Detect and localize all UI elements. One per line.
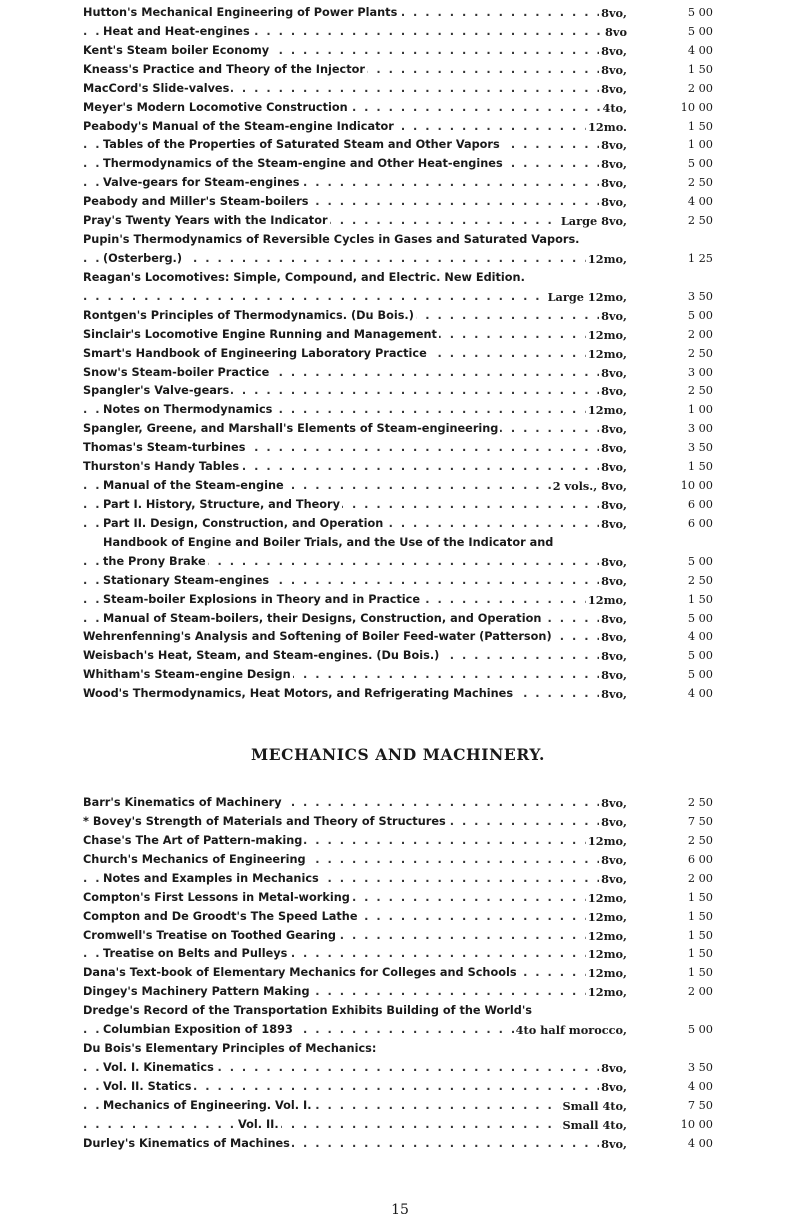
entry-title: Cromwell's Treatise on Toothed Gearing bbox=[83, 928, 336, 942]
entry-title: Notes and Examples in Mechanics bbox=[103, 871, 319, 885]
entry-title: Whitham's Steam-engine Design bbox=[83, 668, 291, 682]
entry-price: 1 00 bbox=[687, 403, 713, 417]
entry-price: 7 50 bbox=[687, 815, 713, 829]
entry-price: 2 00 bbox=[687, 985, 713, 999]
entry-title: Tables of the Properties of Saturated Steam and Other Vapors bbox=[103, 138, 500, 152]
entry-title: Pupin's Thermodynamics of Reversible Cycles in Gases and Saturated Vapors. bbox=[83, 233, 580, 247]
catalog-entry bbox=[83, 553, 713, 572]
entry-price: 5 00 bbox=[687, 611, 713, 625]
leader-dots bbox=[83, 1116, 627, 1135]
catalog-entry bbox=[83, 420, 713, 439]
entry-title: Thurston's Handy Tables bbox=[83, 460, 240, 474]
catalog-entry bbox=[83, 1078, 713, 1097]
entry-price: 3 00 bbox=[687, 422, 713, 436]
entry-format: 12mo, bbox=[586, 591, 627, 610]
entry-format: 2 vols., 8vo, bbox=[551, 477, 627, 496]
catalog-entry bbox=[83, 4, 713, 23]
entry-title: Weisbach's Heat, Steam, and Steam-engines. (Du Bois.) bbox=[83, 649, 440, 663]
entry-price: 10 00 bbox=[680, 1117, 713, 1131]
catalog-entry bbox=[83, 927, 713, 946]
catalog-entry bbox=[83, 908, 713, 927]
entry-format: Small 4to, bbox=[561, 1116, 628, 1135]
entry-price: 4 00 bbox=[687, 630, 713, 644]
catalog-entry bbox=[83, 647, 713, 666]
catalog-entry bbox=[83, 813, 713, 832]
entry-format: 12mo, bbox=[586, 889, 627, 908]
catalog-entry bbox=[83, 1097, 713, 1116]
entry-price: 1 50 bbox=[687, 592, 713, 606]
entry-price: 1 50 bbox=[687, 947, 713, 961]
entry-format: 12mo, bbox=[586, 983, 627, 1002]
entry-price: 4 00 bbox=[687, 1136, 713, 1150]
entry-title: Smart's Handbook of Engineering Laboratory Practice bbox=[83, 346, 427, 360]
entry-title: Reagan's Locomotives: Simple, Compound, and Electric. New Edition. bbox=[83, 270, 525, 284]
entry-price: 1 50 bbox=[687, 890, 713, 904]
entry-format: 8vo, bbox=[599, 666, 627, 685]
catalog-entry bbox=[83, 42, 713, 61]
catalog-entry bbox=[83, 250, 713, 269]
entry-format: 8vo, bbox=[599, 794, 627, 813]
catalog-entry bbox=[83, 193, 713, 212]
entry-price: 6 00 bbox=[687, 516, 713, 530]
entry-price: 2 50 bbox=[687, 833, 713, 847]
catalog-entry bbox=[83, 685, 713, 704]
entry-title: Stationary Steam-engines bbox=[103, 573, 270, 587]
entry-price: 2 50 bbox=[687, 573, 713, 587]
entry-format: Large 8vo, bbox=[559, 212, 627, 231]
entry-price: 10 00 bbox=[680, 479, 713, 493]
catalog-entry bbox=[83, 345, 713, 364]
entry-price: 4 00 bbox=[687, 687, 713, 701]
entry-format: 8vo, bbox=[599, 439, 627, 458]
entry-title: Peabody and Miller's Steam-boilers bbox=[83, 195, 309, 209]
entry-title: Vol. II. bbox=[238, 1117, 279, 1131]
entry-price: 2 50 bbox=[687, 214, 713, 228]
entry-format: 8vo, bbox=[599, 610, 627, 629]
catalog-entry bbox=[83, 231, 713, 250]
page-number: 15 bbox=[391, 1202, 409, 1218]
entry-format: 8vo, bbox=[599, 628, 627, 647]
entry-format: 8vo, bbox=[599, 647, 627, 666]
entry-format: 8vo, bbox=[599, 458, 627, 477]
entry-format: 4to, bbox=[600, 99, 627, 118]
entry-price: 7 50 bbox=[687, 1098, 713, 1112]
entry-price: 2 50 bbox=[687, 346, 713, 360]
catalog-entry bbox=[83, 610, 713, 629]
entry-price: 2 50 bbox=[687, 384, 713, 398]
entry-title: Barr's Kinematics of Machinery bbox=[83, 796, 282, 810]
entry-title: Wood's Thermodynamics, Heat Motors, and Refrigerating Machines bbox=[83, 687, 514, 701]
entry-format: 12mo, bbox=[586, 326, 627, 345]
entry-format: 8vo, bbox=[599, 193, 627, 212]
catalog-entry bbox=[83, 591, 713, 610]
entry-title: the Prony Brake bbox=[103, 554, 206, 568]
entry-price: 4 00 bbox=[687, 1079, 713, 1093]
entry-price: 3 50 bbox=[687, 441, 713, 455]
entry-title: Thermodynamics of the Steam-engine and Other Heat-engines bbox=[103, 157, 503, 171]
catalog-entry bbox=[83, 794, 713, 813]
catalog-entry bbox=[83, 80, 713, 99]
catalog-entry bbox=[83, 1021, 713, 1040]
entry-price: 5 00 bbox=[687, 308, 713, 322]
entry-title: Spangler, Greene, and Marshall's Elements of Steam-engineering bbox=[83, 422, 499, 436]
entry-format: 8vo, bbox=[599, 1135, 627, 1154]
entry-price: 5 00 bbox=[687, 157, 713, 171]
entry-format: 12mo, bbox=[586, 927, 627, 946]
entry-title: Pray's Twenty Years with the Indicator bbox=[83, 214, 328, 228]
entry-format: 8vo bbox=[603, 23, 627, 42]
catalog-entry bbox=[83, 515, 713, 534]
entry-title: Rontgen's Principles of Thermodynamics. (Du Bois.) bbox=[83, 308, 414, 322]
entry-price: 1 50 bbox=[687, 909, 713, 923]
entry-title: Handbook of Engine and Boiler Trials, and the Use of the Indicator and bbox=[103, 535, 554, 549]
entry-title: Du Bois's Elementary Principles of Mechanics: bbox=[83, 1042, 377, 1056]
entry-title: Peabody's Manual of the Steam-engine Indicator bbox=[83, 119, 394, 133]
catalog-entry bbox=[83, 458, 713, 477]
entry-price: 1 50 bbox=[687, 460, 713, 474]
entry-price: 3 50 bbox=[687, 1061, 713, 1075]
entry-format: 8vo, bbox=[599, 870, 627, 889]
entry-format: 8vo, bbox=[599, 685, 627, 704]
catalog-entry bbox=[83, 1116, 713, 1135]
entry-title: Kent's Steam boiler Economy bbox=[83, 43, 270, 57]
entry-format: 8vo, bbox=[599, 851, 627, 870]
entry-price: 5 00 bbox=[687, 1023, 713, 1037]
entry-title: Columbian Exposition of 1893 bbox=[103, 1023, 293, 1037]
entry-title: MacCord's Slide-valves bbox=[83, 81, 230, 95]
catalog-section-mechanics bbox=[83, 794, 713, 1154]
entry-title: Manual of the Steam-engine bbox=[103, 479, 284, 493]
entry-title: * Bovey's Strength of Materials and Theory of Structures bbox=[83, 815, 446, 829]
entry-title: Compton and De Groodt's The Speed Lathe bbox=[83, 909, 358, 923]
catalog-entry bbox=[83, 136, 713, 155]
catalog-entry bbox=[83, 269, 713, 288]
catalog-entry bbox=[83, 1040, 713, 1059]
entry-title: Chase's The Art of Pattern-making bbox=[83, 833, 303, 847]
catalog-entry bbox=[83, 326, 713, 345]
entry-price: 6 00 bbox=[687, 497, 713, 511]
catalog-entry bbox=[83, 23, 713, 42]
catalog-entry bbox=[83, 851, 713, 870]
catalog-entry bbox=[83, 496, 713, 515]
entry-price: 1 00 bbox=[687, 138, 713, 152]
entry-price: 1 50 bbox=[687, 119, 713, 133]
entry-price: 5 00 bbox=[687, 6, 713, 19]
entry-format: Large 12mo, bbox=[546, 288, 627, 307]
entry-title: Steam-boiler Explosions in Theory and in Practice bbox=[103, 592, 421, 606]
entry-price: 5 00 bbox=[687, 649, 713, 663]
catalog-entry bbox=[83, 1135, 713, 1154]
entry-title: Notes on Thermodynamics bbox=[103, 403, 273, 417]
entry-title: Snow's Steam-boiler Practice bbox=[83, 365, 270, 379]
entry-format: 8vo, bbox=[599, 155, 627, 174]
entry-price: 6 00 bbox=[687, 852, 713, 866]
entry-format: 12mo, bbox=[586, 945, 627, 964]
entry-title: Kneass's Practice and Theory of the Injector bbox=[83, 62, 365, 76]
catalog-entry bbox=[83, 1059, 713, 1078]
entry-title: Thomas's Steam-turbines bbox=[83, 441, 246, 455]
entry-price: 1 50 bbox=[687, 928, 713, 942]
entry-price: 1 25 bbox=[687, 251, 713, 265]
entry-price: 10 00 bbox=[680, 100, 713, 114]
entry-title: Compton's First Lessons in Metal-working bbox=[83, 890, 350, 904]
entry-price: 2 00 bbox=[687, 871, 713, 885]
catalog-entry bbox=[83, 401, 713, 420]
entry-price: 2 00 bbox=[687, 81, 713, 95]
entry-title: Spangler's Valve-gears bbox=[83, 384, 230, 398]
entry-format: 8vo, bbox=[599, 174, 627, 193]
catalog-entry bbox=[83, 983, 713, 1002]
entry-format: 8vo, bbox=[599, 1078, 627, 1097]
catalog-entry bbox=[83, 439, 713, 458]
entry-format: 8vo, bbox=[599, 382, 627, 401]
entry-format: 12mo, bbox=[586, 832, 627, 851]
catalog-entry bbox=[83, 99, 713, 118]
entry-price: 3 50 bbox=[687, 289, 713, 303]
entry-title: Valve-gears for Steam-engines bbox=[103, 176, 300, 190]
catalog-entry bbox=[83, 61, 713, 80]
entry-price: 2 50 bbox=[687, 796, 713, 810]
catalog-entry bbox=[83, 288, 713, 307]
catalog-entry bbox=[83, 118, 713, 137]
entry-price: 5 00 bbox=[687, 554, 713, 568]
entry-price: 1 50 bbox=[687, 62, 713, 76]
catalog-entry bbox=[83, 212, 713, 231]
entry-format: 8vo, bbox=[599, 4, 627, 23]
entry-title: (Osterberg.) bbox=[103, 251, 182, 265]
entry-format: 8vo, bbox=[599, 307, 627, 326]
entry-price: 5 00 bbox=[687, 24, 713, 38]
entry-title: Durley's Kinematics of Machines bbox=[83, 1136, 290, 1150]
entry-title: Sinclair's Locomotive Engine Running and Management bbox=[83, 327, 437, 341]
entry-title: Church's Mechanics of Engineering bbox=[83, 852, 306, 866]
entry-price: 2 00 bbox=[687, 327, 713, 341]
entry-title: Treatise on Belts and Pulleys bbox=[103, 947, 288, 961]
entry-format: 8vo, bbox=[599, 61, 627, 80]
entry-format: 8vo, bbox=[599, 553, 627, 572]
catalog-entry bbox=[83, 382, 713, 401]
entry-title: Mechanics of Engineering. Vol. I. bbox=[103, 1098, 312, 1112]
catalog-entry bbox=[83, 870, 713, 889]
catalog-entry bbox=[83, 155, 713, 174]
section-heading: MECHANICS AND MACHINERY. bbox=[250, 745, 546, 765]
entry-price: 4 00 bbox=[687, 43, 713, 57]
entry-format: 12mo, bbox=[586, 908, 627, 927]
catalog-entry bbox=[83, 307, 713, 326]
catalog-entry bbox=[83, 1002, 713, 1021]
entry-format: 8vo, bbox=[599, 420, 627, 439]
entry-title: Part I. History, Structure, and Theory bbox=[103, 497, 340, 511]
catalog-entry bbox=[83, 964, 713, 983]
entry-format: Small 4to, bbox=[561, 1097, 628, 1116]
entry-price: 3 00 bbox=[687, 365, 713, 379]
entry-format: 12mo, bbox=[586, 345, 627, 364]
catalog-entry bbox=[83, 572, 713, 591]
entry-format: 8vo, bbox=[599, 496, 627, 515]
entry-format: 8vo, bbox=[599, 1059, 627, 1078]
catalog-entry bbox=[83, 174, 713, 193]
entry-format: 4to half morocco, bbox=[514, 1021, 627, 1040]
entry-format: 8vo, bbox=[599, 136, 627, 155]
entry-title: Dredge's Record of the Transportation Exhibits Building of the World's bbox=[83, 1004, 533, 1018]
catalog-page bbox=[83, 4, 713, 1154]
catalog-entry bbox=[83, 889, 713, 908]
entry-price: 2 50 bbox=[687, 176, 713, 190]
catalog-entry bbox=[83, 628, 713, 647]
catalog-entry bbox=[83, 534, 713, 553]
entry-title: Dingey's Machinery Pattern Making bbox=[83, 985, 310, 999]
entry-price: 5 00 bbox=[687, 668, 713, 682]
entry-format: 12mo. bbox=[586, 118, 627, 137]
catalog-entry bbox=[83, 832, 713, 851]
entry-title: Vol. I. Kinematics bbox=[103, 1061, 214, 1075]
entry-price: 1 50 bbox=[687, 966, 713, 980]
entry-title: Wehrenfenning's Analysis and Softening of Boiler Feed-water (Patterson) bbox=[83, 630, 552, 644]
entry-format: 12mo, bbox=[586, 964, 627, 983]
catalog-entry bbox=[83, 945, 713, 964]
entry-format: 8vo, bbox=[599, 42, 627, 61]
catalog-entry bbox=[83, 666, 713, 685]
entry-format: 8vo, bbox=[599, 364, 627, 383]
entry-title: Meyer's Modern Locomotive Construction bbox=[83, 100, 348, 114]
entry-price: 4 00 bbox=[687, 195, 713, 209]
entry-title: Vol. II. Statics bbox=[103, 1079, 192, 1093]
entry-format: 8vo, bbox=[599, 813, 627, 832]
catalog-entry bbox=[83, 364, 713, 383]
entry-title: Manual of Steam-boilers, their Designs, Construction, and Operation bbox=[103, 611, 542, 625]
catalog-section-steam bbox=[83, 4, 713, 704]
entry-title: Heat and Heat-engines bbox=[103, 24, 250, 38]
catalog-entry bbox=[83, 477, 713, 496]
entry-format: 8vo, bbox=[599, 80, 627, 99]
entry-title: Hutton's Mechanical Engineering of Power Plants bbox=[83, 6, 398, 19]
entry-format: 8vo, bbox=[599, 572, 627, 591]
entry-title: Dana's Text-book of Elementary Mechanics for Colleges and Schools bbox=[83, 966, 517, 980]
entry-format: 8vo, bbox=[599, 515, 627, 534]
entry-format: 12mo, bbox=[586, 250, 627, 269]
entry-title: Part II. Design, Construction, and Operation bbox=[103, 516, 384, 530]
entry-format: 12mo, bbox=[586, 401, 627, 420]
